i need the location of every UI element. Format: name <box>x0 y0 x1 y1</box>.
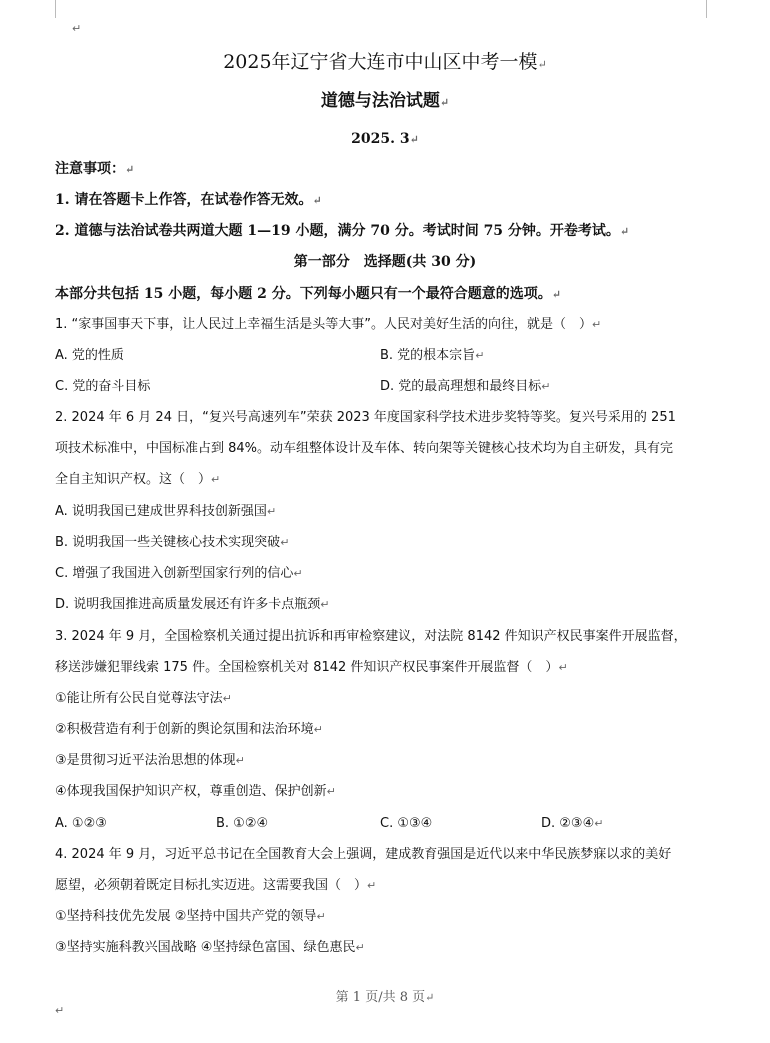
question-3-option-d <box>541 815 603 833</box>
statement-text: ①坚持科技优先发展 ②坚持中国共产党的领导 <box>55 909 317 924</box>
paragraph-mark: ↵ <box>475 349 485 362</box>
question-3-statement <box>55 752 245 770</box>
statement-text: ②积极营造有利于创新的舆论氛围和法治环境 <box>55 722 314 737</box>
question-1-option-c: C. 党的奋斗目标 <box>55 379 151 394</box>
notes-heading-text: 注意事项： <box>55 161 125 177</box>
question-2-line: 2. 2024 年 6 月 24 日，“复兴号高速列车”荣获 2023 年度国家科学技术进步奖特等奖。复兴号采用的 251 <box>55 410 676 425</box>
part1-heading <box>0 253 770 271</box>
question-1-option-a: A. 党的性质 <box>55 348 124 363</box>
question-text: 移送涉嫌犯罪线索 175 件。全国检察机关对 8142 件知识产权民事案件开展监督（ ） <box>55 660 559 675</box>
part1-heading-text: 第一部分 选择题(共 30 分) <box>293 254 477 270</box>
paragraph-mark: ↵ <box>592 318 602 331</box>
question-4-statement <box>55 908 326 926</box>
paragraph-mark: ↵ <box>619 225 630 238</box>
exam-date <box>0 130 770 149</box>
paragraph-mark: ↵ <box>409 133 419 146</box>
paragraph-mark: ↵ <box>551 288 561 301</box>
question-3-option-a: A. ①②③ <box>55 816 107 831</box>
paragraph-mark: ↵ <box>222 692 232 705</box>
statement-text: ④体现我国保护知识产权，尊重创造、保护创新 <box>55 784 327 799</box>
question-4-statement <box>55 939 365 957</box>
note-item <box>55 222 629 241</box>
paragraph-mark: ↵ <box>367 879 377 892</box>
question-3-option-b: B. ①②④ <box>216 816 269 831</box>
paragraph-mark: ↵ <box>326 785 336 798</box>
question-3-line: 3. 2024 年 9 月，全国检察机关通过提出抗诉和再审检察建议，对法院 8142 件知识产权民事案件开展监督， <box>55 629 687 644</box>
statement-text: ③是贯彻习近平法治思想的体现 <box>55 753 236 768</box>
paragraph-mark: ↵ <box>313 723 323 736</box>
question-1-stem <box>55 316 601 334</box>
option-text: A. 说明我国已建成世界科技创新强国 <box>55 504 267 519</box>
paragraph-mark: ↵ <box>211 473 221 486</box>
page-number: 第 1 页/共 8 页 <box>335 990 426 1005</box>
notes-heading <box>55 160 134 179</box>
statement-text: ③坚持实施科教兴国战略 ④坚持绿色富国、绿色惠民 <box>55 940 356 955</box>
paragraph-mark: ↵ <box>541 380 551 393</box>
note-item-text: 2. 道德与法治试卷共两道大题 1—19 小题，满分 70 分。考试时间 75 分钟。开卷考试。 <box>55 223 620 239</box>
question-text: 愿望，必须朝着既定目标扎实迈进。这需要我国（ ） <box>55 878 368 893</box>
question-2-line <box>55 471 220 489</box>
margin-corner-left <box>55 0 56 18</box>
paragraph-mark: ↵ <box>72 22 82 35</box>
question-4-line: 4. 2024 年 9 月，习近平总书记在全国教育大会上强调，建成教育强国是近代以来中华民族梦寐以求的美好 <box>55 847 672 862</box>
paragraph-mark: ↵ <box>425 991 435 1004</box>
question-text: 全自主知识产权。这（ ） <box>55 472 212 487</box>
question-4-line <box>55 877 376 895</box>
paragraph-mark: ↵ <box>266 505 277 518</box>
question-2-option-b <box>55 534 289 552</box>
exam-subject <box>0 90 770 114</box>
paragraph-mark: ↵ <box>125 163 135 176</box>
paragraph-mark: ↵ <box>594 817 604 830</box>
question-3-statement <box>55 690 232 708</box>
question-3-option-c: C. ①③④ <box>380 816 433 831</box>
paragraph-mark: ↵ <box>235 754 245 767</box>
note-item-text: 1. 请在答题卡上作答，在试卷作答无效。 <box>55 192 313 208</box>
question-1-option-b <box>380 347 484 365</box>
margin-corner-right <box>706 0 707 18</box>
paragraph-mark: ↵ <box>439 96 450 109</box>
subject-text: 道德与法治试题 <box>320 91 440 111</box>
option-text: D. ②③④ <box>541 816 595 831</box>
paragraph-mark: ↵ <box>312 194 322 207</box>
date-text: 2025. 3 <box>351 131 410 147</box>
part1-instruction <box>55 285 561 304</box>
option-text: C. 增强了我国进入创新型国家行列的信心 <box>55 566 294 581</box>
paragraph-mark: ↵ <box>293 567 303 580</box>
option-text: B. 说明我国一些关键核心技术实现突破 <box>55 535 281 550</box>
question-text: 1. “家事国事天下事，让人民过上幸福生活是头等大事”。人民对美好生活的向往，就是（ ） <box>55 317 593 332</box>
page-footer <box>0 986 770 1005</box>
title-text: 2025年辽宁省大连市中山区中考一模 <box>223 51 538 73</box>
question-1-option-d <box>380 378 551 396</box>
paragraph-mark: ↵ <box>280 536 290 549</box>
paragraph-mark: ↵ <box>355 941 365 954</box>
question-2-option-d <box>55 596 330 614</box>
question-2-option-a <box>55 503 276 521</box>
question-2-line: 项技术标准中，中国标准占到 84%。动车组整体设计及车体、转向架等关键核心技术均为自主研发，具有完 <box>55 441 674 456</box>
note-item <box>55 191 322 210</box>
exam-title <box>0 50 770 77</box>
question-2-option-c <box>55 565 303 583</box>
question-3-statement <box>55 721 323 739</box>
paragraph-mark: ↵ <box>558 661 568 674</box>
paragraph-mark: ↵ <box>320 598 330 611</box>
paragraph-mark: ↵ <box>537 58 547 71</box>
part1-instruction-text: 本部分共包括 15 小题，每小题 2 分。下列每小题只有一个最符合题意的选项。 <box>55 286 552 302</box>
paragraph-mark: ↵ <box>55 1004 65 1017</box>
paragraph-mark: ↵ <box>316 910 326 923</box>
question-3-statement <box>55 783 336 801</box>
question-3-line <box>55 659 568 677</box>
option-text: D. 党的最高理想和最终目标 <box>380 379 542 394</box>
option-text: B. 党的根本宗旨 <box>380 348 476 363</box>
statement-text: ①能让所有公民自觉尊法守法 <box>55 691 223 706</box>
option-text: D. 说明我国推进高质量发展还有许多卡点瓶颈 <box>55 597 321 612</box>
